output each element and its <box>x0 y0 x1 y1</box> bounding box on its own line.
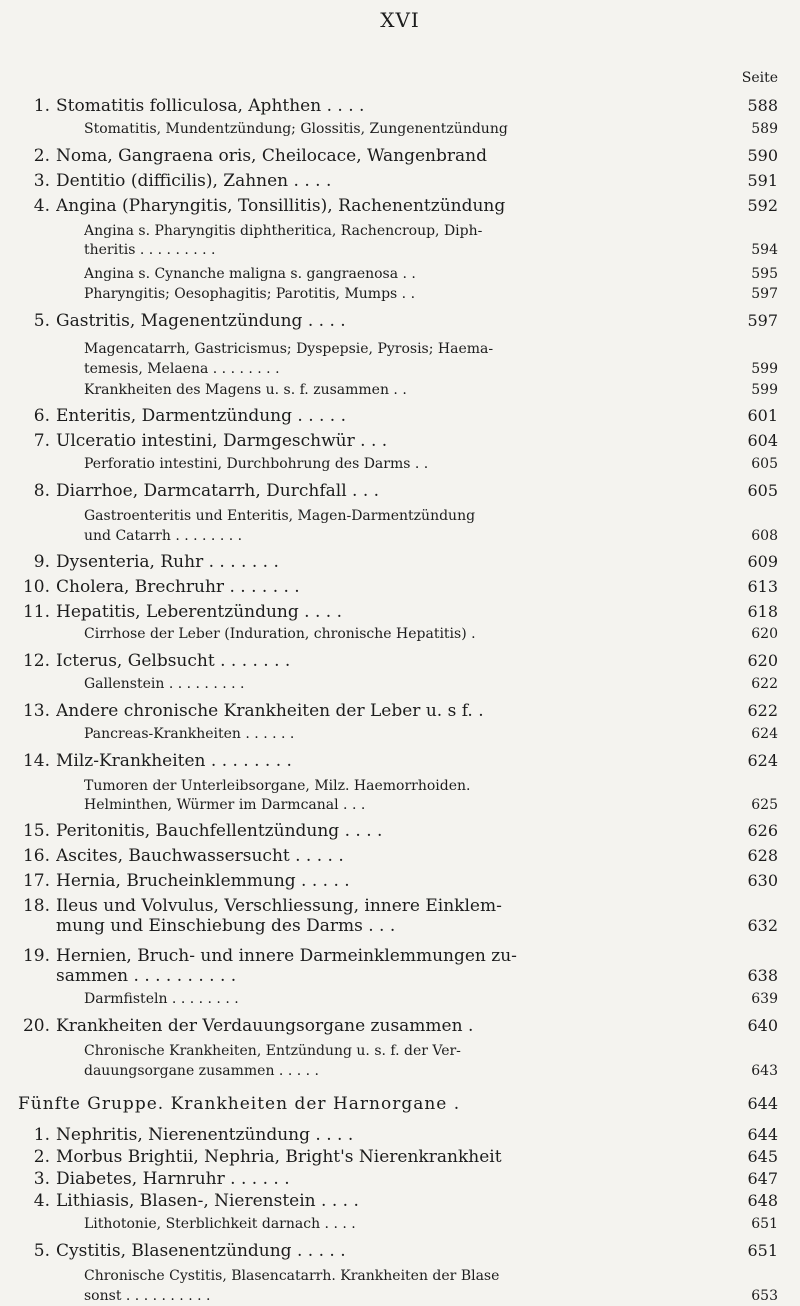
toc-entry-title: Cirrhose der Leber (Induration, chronische Hepatitis) . <box>84 626 476 642</box>
toc-entry-page: 601 <box>747 406 778 425</box>
toc-entry-page: 643 <box>751 1063 778 1079</box>
toc-entry-title: dauungsorgane zusammen . . . . . <box>84 1063 319 1079</box>
toc-entry-number: 4. <box>33 196 50 216</box>
toc-entry-number: 9. <box>33 552 50 572</box>
toc-entry-title: Perforatio intestini, Durchbohrung des Darms . . <box>84 456 429 472</box>
toc-entry-title: Milz-Krankheiten . . . . . . . . <box>56 751 292 771</box>
toc-entry-page: 644 <box>747 1094 778 1113</box>
toc-entry-number: 6. <box>33 406 50 426</box>
toc-entry-page: 628 <box>747 846 778 865</box>
toc-entry-title: theritis . . . . . . . . . <box>84 242 216 258</box>
toc-entry-title: Dentitio (difficilis), Zahnen . . . . <box>56 171 332 191</box>
toc-entry-page: 605 <box>747 481 778 500</box>
toc-entry-page: 620 <box>751 626 778 642</box>
toc-entry-title: Helminthen, Würmer im Darmcanal . . . <box>84 797 366 813</box>
toc-entry-number: 12. <box>22 651 50 671</box>
toc-entry-title: Hepatitis, Leberentzündung . . . . <box>56 602 342 622</box>
toc-entry-page: 590 <box>747 146 778 165</box>
toc-entry-page: 622 <box>751 676 778 692</box>
toc-entry-title: Tumoren der Unterleibsorgane, Milz. Haemorrhoiden. <box>84 778 471 794</box>
toc-entry-title: mung und Einschiebung des Darms . . . <box>56 916 396 936</box>
toc-entry-title: Noma, Gangraena oris, Cheilocace, Wangenbrand <box>56 146 487 166</box>
toc-entry-number: 4. <box>33 1191 50 1211</box>
toc-entry-page: 613 <box>747 577 778 596</box>
toc-entry-title: Darmfisteln . . . . . . . . <box>84 991 239 1007</box>
toc-entry-page: 626 <box>747 821 778 840</box>
toc-entry-page: 630 <box>747 871 778 890</box>
toc-entry-number: 7. <box>33 431 50 451</box>
toc-entry-title: Lithotonie, Sterblichkeit darnach . . . . <box>84 1216 356 1232</box>
toc-entry-number: 11. <box>22 602 50 622</box>
toc-entry-title: Chronische Krankheiten, Entzündung u. s. f. der Ver- <box>84 1043 461 1059</box>
toc-entry-title: Hernien, Bruch- und innere Darmeinklemmungen zu- <box>56 946 517 966</box>
toc-entry-title: Dysenteria, Ruhr . . . . . . . <box>56 552 279 572</box>
toc-entry-number: 1. <box>33 96 50 116</box>
toc-entry-page: 604 <box>747 431 778 450</box>
toc-entry-title: Ileus und Volvulus, Verschliessung, innere Einklem- <box>56 896 502 916</box>
toc-entry-page: 620 <box>747 651 778 670</box>
toc-entry-number: 18. <box>22 896 50 916</box>
toc-entry-number: 1. <box>33 1125 50 1145</box>
toc-entry-title: Nephritis, Nierenentzündung . . . . <box>56 1125 354 1145</box>
toc-entry-page: 639 <box>751 991 778 1007</box>
toc-entry-title: Enteritis, Darmentzündung . . . . . <box>56 406 347 426</box>
toc-entry-page: 625 <box>751 797 778 813</box>
toc-entry-page: 645 <box>747 1147 778 1166</box>
toc-entry-page: 594 <box>751 242 778 258</box>
toc-entry-title: Hernia, Brucheinklemmung . . . . . <box>56 871 350 891</box>
toc-entry-title: Krankheiten der Verdauungsorgane zusammen . <box>56 1016 474 1036</box>
toc-entry-number: 3. <box>33 171 50 191</box>
toc-entry-number: 13. <box>22 701 50 721</box>
toc-entry-page: 597 <box>747 311 778 330</box>
seite-column-header: Seite <box>741 70 778 86</box>
toc-entry-title: Stomatitis, Mundentzündung; Glossitis, Zungenentzündung <box>84 121 508 137</box>
toc-entry-page: 638 <box>747 966 778 985</box>
toc-entry-number: 2. <box>33 1147 50 1167</box>
toc-entry-page: 595 <box>751 266 778 282</box>
toc-entry-title: Diarrhoe, Darmcatarrh, Durchfall . . . <box>56 481 380 501</box>
toc-entry-title: Cystitis, Blasenentzündung . . . . . <box>56 1241 346 1261</box>
toc-entry-page: 632 <box>747 916 778 935</box>
toc-entry-number: 5. <box>33 1241 50 1261</box>
toc-entry-number: 2. <box>33 146 50 166</box>
toc-entry-title: Lithiasis, Blasen-, Nierenstein . . . . <box>56 1191 359 1211</box>
toc-entry-page: 618 <box>747 602 778 621</box>
toc-entry-page: 591 <box>747 171 778 190</box>
toc-entry-title: Angina s. Pharyngitis diphtheritica, Rachencroup, Diph- <box>84 223 483 239</box>
toc-entry-title: Magencatarrh, Gastricismus; Dyspepsie, Pyrosis; Haema- <box>84 341 494 357</box>
toc-entry-title: Pancreas-Krankheiten . . . . . . <box>84 726 295 742</box>
toc-entry-page: 597 <box>751 286 778 302</box>
toc-entry-title: Gallenstein . . . . . . . . . <box>84 676 245 692</box>
toc-entry-title: Cholera, Brechruhr . . . . . . . <box>56 577 300 597</box>
toc-entry-number: 19. <box>22 946 50 966</box>
toc-entry-page: 651 <box>751 1216 778 1232</box>
toc-entry-title: Gastritis, Magenentzündung . . . . <box>56 311 346 331</box>
toc-entry-title: sonst . . . . . . . . . . <box>84 1288 211 1304</box>
toc-entry-number: 3. <box>33 1169 50 1189</box>
toc-entry-title: Peritonitis, Bauchfellentzündung . . . . <box>56 821 383 841</box>
toc-entry-number: 14. <box>22 751 50 771</box>
toc-entry-page: 622 <box>747 701 778 720</box>
toc-entry-page: 647 <box>747 1169 778 1188</box>
toc-entry-title: Stomatitis folliculosa, Aphthen . . . . <box>56 96 365 116</box>
toc-entry-page: 599 <box>751 382 778 398</box>
toc-entry-title: Andere chronische Krankheiten der Leber u. s f. . <box>56 701 484 721</box>
toc-entry-title: Fünfte Gruppe. Krankheiten der Harnorgane . <box>18 1094 461 1114</box>
toc-entry-title: Gastroenteritis und Enteritis, Magen-Darmentzündung <box>84 508 476 524</box>
toc-entry-title: Diabetes, Harnruhr . . . . . . <box>56 1169 290 1189</box>
page-header: XVI <box>380 8 420 32</box>
toc-entry-title: Chronische Cystitis, Blasencatarrh. Krankheiten der Blase <box>84 1268 500 1284</box>
toc-entry-page: 640 <box>747 1016 778 1035</box>
toc-entry-title: Angina (Pharyngitis, Tonsillitis), Rachenentzündung <box>56 196 506 216</box>
toc-entry-page: 592 <box>747 196 778 215</box>
toc-entry-page: 599 <box>751 361 778 377</box>
toc-entry-page: 651 <box>747 1241 778 1260</box>
toc-entry-page: 608 <box>751 528 778 544</box>
toc-entry-number: 15. <box>22 821 50 841</box>
toc-entry-number: 8. <box>33 481 50 501</box>
toc-entry-page: 589 <box>751 121 778 137</box>
toc-entry-title: Pharyngitis; Oesophagitis; Parotitis, Mumps . . <box>84 286 416 302</box>
toc-entry-title: Ulceratio intestini, Darmgeschwür . . . <box>56 431 388 451</box>
toc-entry-page: 653 <box>751 1288 778 1304</box>
toc-entry-number: 20. <box>22 1016 50 1036</box>
toc-entry-page: 648 <box>747 1191 778 1210</box>
toc-entry-title: Krankheiten des Magens u. s. f. zusammen . . <box>84 382 407 398</box>
toc-entry-title: Icterus, Gelbsucht . . . . . . . <box>56 651 291 671</box>
toc-entry-title: Ascites, Bauchwassersucht . . . . . <box>56 846 344 866</box>
toc-entry-title: Morbus Brightii, Nephria, Bright's Nierenkrankheit <box>56 1147 502 1167</box>
toc-entry-title: und Catarrh . . . . . . . . <box>84 528 243 544</box>
toc-entry-number: 10. <box>22 577 50 597</box>
toc-entry-number: 16. <box>22 846 50 866</box>
toc-entry-page: 644 <box>747 1125 778 1144</box>
toc-entry-number: 5. <box>33 311 50 331</box>
toc-entry-number: 17. <box>22 871 50 891</box>
toc-entry-page: 624 <box>747 751 778 770</box>
toc-entry-page: 609 <box>747 552 778 571</box>
toc-entry-title: Angina s. Cynanche maligna s. gangraenosa . . <box>84 266 416 282</box>
toc-entry-title: sammen . . . . . . . . . . <box>56 966 237 986</box>
toc-entry-page: 624 <box>751 726 778 742</box>
toc-entry-title: temesis, Melaena . . . . . . . . <box>84 361 280 377</box>
toc-entry-page: 588 <box>747 96 778 115</box>
toc-entry-page: 605 <box>751 456 778 472</box>
